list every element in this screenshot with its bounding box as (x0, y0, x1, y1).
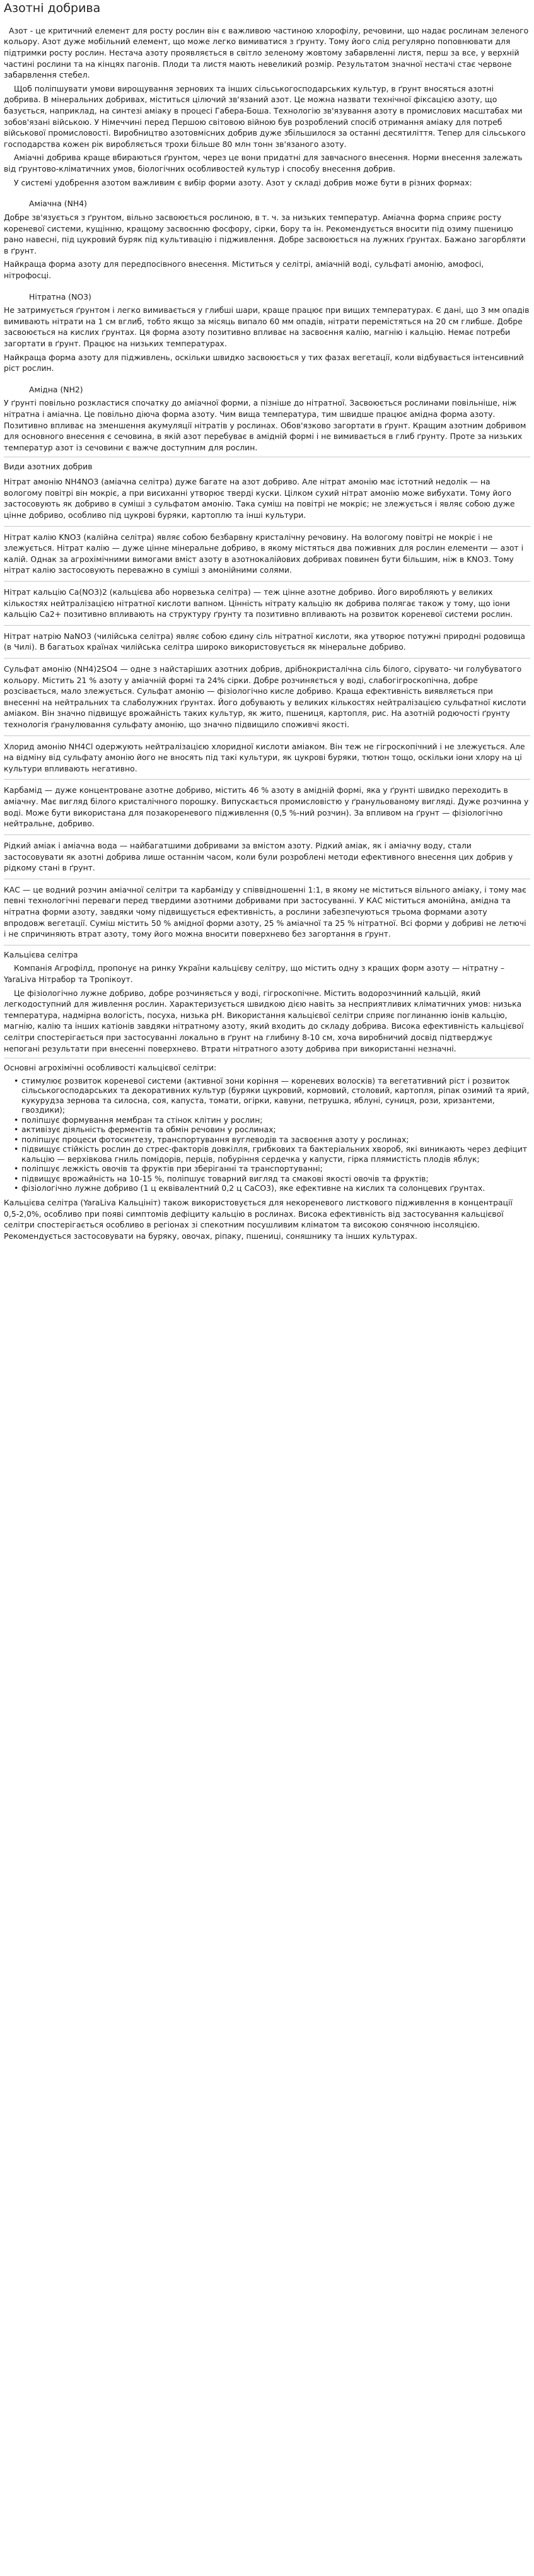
section-paragraph: Це фізіологічно лужне добриво, добре розчиняється у воді, гігроскопічне. Містить водорозчинний кальцій, який легкодоступний для живлення рослин. Характеризується швидкою дією навіть за несприятливих кліматичних умов: низька температура, надмірна вологість, посуха, низька pH. Використання кальцієвої селітри сприяє поглинанню іонів кальцію, магнію, калію та інших катіонів завдяки нітратному азоту, який входить до складу добрива. Висока ефективність кальцієвої селітри спостерігається при застосуванні локально в ґрунт на глибину 8-10 см, хоча виробничий досвід підтверджує непогані результати при внесенні поверхнево. Втрати нітратного азоту добрива при використанні незначні. (4, 988, 524, 1053)
form-paragraph: У ґрунті повільно розкластися спочатку до аміачної форми, а пізніше до нітратної. Засвоюється рослинами повільніше, ніж нітратна і аміачна. Це повільно діюча форма азоту. Чим вища температура, тим швидше працює амідна форма азоту. Позитивно впливає на зменшення акумуляції нітратів у рослинах. Обов'язково загортати в ґрунт. Кращим азотним добривом для основного внесення є сечовина, в якій азот перебуває в амідній формі і не вимивається в глиб ґрунту. Проте за низьких температур азот із сечовини є важче доступним для рослин. (4, 398, 526, 452)
list-item: • поліпшує лежкість овочів та фруктів при зберіганні та транспортуванні; (21, 1164, 530, 1174)
form-heading: Аміачна (NH4) (29, 199, 87, 209)
divider (4, 945, 530, 946)
form-paragraph: Найкраща форма азоту для підживлень, оскільки швидко засвоюється у тих фазах вегетації, коли відбувається інтенсивний ріст рослин. (4, 352, 524, 373)
intro-paragraph: Аміачні добрива краще вбираються ґрунтом, через це вони придатні для завчасного внесення. Норми внесення залежать від ґрунтово-кліматичних умов, біологічних особливостей культур і способу внесення добрив. (4, 153, 523, 174)
fertilizer-types (4, 461, 530, 940)
type-calcium-nitrate: Нітрат кальцію Ca(NO3)2 (кальцієва або норвезька селітра) — теж цінне азотне добриво. Його виробляють у великих кількостях нейтралізацією нітратної кислоти вапном. Цінність нітрату кальцію як добрива полягає також у тому, що іони кальцію Ca2+ позитивно впливають на структуру ґрунту та позитивно впливають на розвиток кореневої системи рослин. (4, 587, 513, 619)
type-ammonium-chloride: Хлорид амонію NH4Cl одержують нейтралізацією хлоридної кислоти аміаком. Він теж не гігроскопічний і не злежується. Але на відміну від сульфату амонію його не вносять під такі культури, як цукрові буряки, тютюн тощо, оскільки іони хлору на ці культури впливають негативно. (4, 741, 525, 773)
types-heading: Види азотних добрив (4, 462, 93, 472)
type-urea: Карбамід — дуже концентроване азотне добриво, містить 46 % азоту в амідній формі, яка у ґрунті швидко переходить в аміачну. Має вигляд білого кристалічного порошку. Випускається промисловістю у ґранульованому вигляді. Дуже розчинна у воді. Може бути використана для позакореневого підживлення (0,5 %-ний розчин). За впливом на ґрунт — фізіологічно нейтральне, добриво. (4, 785, 529, 829)
divider (4, 735, 530, 736)
type-uan: КАС — це водний розчин аміачної селітри та карбаміду у співвідношенні 1:1, в якому не міститься вільного аміаку, і тому має певні технологічні переваги перед твердими азотними добривами при застосуванні. У КАС міститься амонійна, амідна та нітратна форми азоту, завдяки чому підвищується ефективність, а рослини забезпечуються трьома формами азоту впродовж вегетації. Суміш містить 50 % амідної форми азоту, 25 % аміачної та 25 % нітратної. Всі форми у добриві не летючі і не спричиняють втрат азоту, тому його можна вносити поверхнево без загортання в ґрунт. (4, 884, 526, 939)
calcium-nitrate-section (4, 949, 530, 1242)
page-title: Азотні добрива (4, 1, 101, 15)
list-item: • підвищує врожайність на 10-15 %, поліпшує товарний вигляд та смакові якості овочів та фруктів; (21, 1174, 530, 1184)
form-paragraph: Добре зв'язується з ґрунтом, вільно засвоюється рослиною, в т. ч. за низьких температур. Аміачна форма сприяє росту кореневої системи, кущінню, кращому засвоєнню фосфору, сірки, бору та ін. Рекомендується вносити під озиму пшеницю рано навесні, під цукровий буряк під культивацію і підживлення. Добре засвоюється на лужних ґрунтах. Бажано загорбляти в ґрунт. (4, 212, 526, 255)
divider (4, 625, 530, 626)
type-potassium-nitrate: Нітрат калію KNO3 (калійна селітра) являє собою безбарвну кристалічну речовину. На вологому повітрі не мокріє і не злежується. Нітрат калію — дуже цінне мінеральне добриво, в якому містяться два поживних для рослин елементи — азот і калій. Однак за агрохімічними вимогами вміст азоту в азотнокалійових добривах повинен бути більшим, ніж в KNO3. Тому нітрат калію застосовують переважно в суміші з амонійними солями. (4, 532, 524, 575)
section-heading: Кальцієва селітра (4, 949, 78, 959)
type-ammonium-sulfate: Сульфат амонію (NH4)2SO4 — одне з найстаріших азотних добрив, дрібнокристалічна сіль білого, сірувато- чи голубуватого кольору. Містить 21 % азоту у аміачній формі та 24% сірки. Добре розчиняється у воді, слабогігроскопічна, добре розсівається, мало злежується. Сульфат амонію — фізіологічно кисле добриво. Краща ефективність виявляється при внесенні на нейтральних та слаболужних ґрунтах. Його добувають у великих кількостях нейтралізацією сульфатної кислоти аміаком. Він значно підвищує врожайність таких культур, як жито, пшениця, картопля, рис. На азотній родючості ґрунту технологія ґранулювання сульфату амонію, що значно підвищило споживчі якості. (4, 664, 526, 730)
type-ammonium-nitrate: Нітрат амонію NH4NO3 (аміачна селітра) дуже багате на азот добриво. Але нітрат амонію має істотний недолік — на вологому повітрі він мокріє, а при висиханні утворює тверді куски. Цілком сухий нітрат амонію може вибухати. Тому його застосовують як добриво в суміші з сульфатом амонію. Така суміш на повітрі не мокріє; не злежується і являє собою дуже цінне добриво, особливо під цукрові буряки, картоплю та інші культури. (4, 477, 515, 520)
form-paragraph: Найкраща форма азоту для передпосівного внесення. Міститься у селітрі, аміачній воді, сульфаті амонію, амофосі, нітрофосці. (4, 259, 484, 280)
form-ammonium (4, 198, 530, 281)
divider (4, 526, 530, 527)
features-list (4, 1076, 530, 1193)
closing-paragraph: Кальцієва селітра (YaraLiva Кальцініт) також використовується для некореневого листкового підживлення в концентрації 0,5-2,0%, особливо при появі симптомів дефіциту кальцію в рослинах. Висока ефективність від застосування кальцієвої селітри спостерігається особливо в регіонах зі спекотним посушливим кліматом та високою сонячною інсоляцією. Рекомендується застосовувати на буряку, овочах, ріпаку, пшениці, соняшнику та інших культурах. (4, 1197, 513, 1241)
list-item: • фізіологічно лужне добриво (1 ц еквівалентний 0,2 ц CaCO3), яке ефективне на кислих та солонцевих ґрунтах. (21, 1183, 530, 1193)
form-heading: Нітратна (NO3) (29, 291, 91, 302)
article (0, 1, 534, 1251)
form-nitrate (4, 291, 530, 374)
divider (4, 834, 530, 835)
divider (4, 581, 530, 582)
divider (4, 779, 530, 780)
form-amide (4, 384, 530, 454)
list-item: • стимулює розвиток кореневої системи (активної зони коріння — кореневих волосків) та вегетативний ріст і розвиток сільськогосподарських та декоративних культур (буряки цукровий, кормовий, столовий, картопля, ріпак озимий та ярий, кукурудза зернова та силосна, соя, капуста, томати, огірки, кавуни, петрушка, яблуні, суниця, рози, хризантеми, гвоздики); (21, 1076, 530, 1115)
type-sodium-nitrate: Нітрат натрію NaNO3 (чилійська селітра) являє собою єдину сіль нітратної кислоти, яка утворює потужні природні родовища (в Чилі). В багатьох країнах чилійська селітра широко використовується як мінеральне добриво. (4, 631, 525, 652)
list-item: • поліпшує формування мембран та стінок клітин у рослин; (21, 1115, 530, 1125)
list-item: • підвищує стійкість рослин до стрес-факторів довкілля, грибкових та бактеріальних хвороб, які виникають через дефіцит кальцію — верхівкова гниль помідорів, перців, побуріння сердечка у капусти, гірка плямистість плодів яблук; (21, 1144, 530, 1164)
form-paragraph: Не затримується ґрунтом і легко вимивається у глибші шари, краще працює при вищих температурах. Є дані, що 3 мм опадів вимивають нітрати на 1 см вглиб, тобто якщо за місяць випало 60 мм опадів, нітрати перемістяться на 20 см глибше. Добре засвоюється на кислих ґрунтах. Ця форма азоту позитивно впливає на засвоєння калію, магнію і кальцію. Немає потреби загортати в ґрунт. Працює на низьких температурах. (4, 305, 530, 348)
list-item: • поліпшує процеси фотосинтезу, транспортування вуглеводів та засвоєння азоту у рослинах; (21, 1135, 530, 1145)
type-liquid-ammonia: Рідкий аміак і аміачна вода — найбагатшими добривами за вмістом азоту. Рідкий аміак, як і аміачну воду, стали застосовувати як азотні добрива лише останнім часом, коли були розроблені методи ефективного внесення цих добрив у рідкому стані в ґрунт. (4, 840, 513, 873)
intro-paragraph: Азот - це критичний елемент для росту рослин він є важливою частиною хлорофілу, речовини, що надає рослинам зеленого кольору. Азот дуже мобільний елемент, що може легко вимиватися з ґрунту. Тому його слід регулярно поповнювати для підтримки росту рослин. Нестача азоту проявляється в світло зеленому жовтому забарвленні листя, перш за все, у верхній частині рослини та на кінцях пагонів. Плоди та листя мають невеликий розмір. Результатом значної нестачі стає червоне забарвлення стебел. (4, 25, 529, 80)
intro-paragraph: У системі удобрення азотом важливим є вибір форми азоту. Азот у складі добрив може бути в різних формах: (14, 177, 472, 187)
features-heading: Основні агрохімічні особливості кальцієвої селітри: (4, 1063, 217, 1073)
divider (4, 658, 530, 659)
list-item: • активізує діяльність ферментів та обмін речовин у рослинах; (21, 1125, 530, 1135)
intro-paragraph: Щоб поліпшувати умови вирощування зернових та інших сільськогосподарських культур, в ґрунт вносяться азотні добрива. В мінеральних добривах, міститься цілючий зв'язаний азот. Це можна назвати технічної фіксацією азоту, що базується, наприклад, на синтезі аміаку в процесі Габера-Боша. Технологію зв'язування азоту в промислових масштабах ми зобов'язані війською. У Німеччині перед Першою світовою війною був розроблений спосіб отримання аміаку для потреб військової промисловості. Виробництво азотовмісних добрив дуже збільшилося за останні десятиліття. Тепер для сільського господарства кожен рік виробляється трохи більше 80 млн тонн зв'язаного азоту. (4, 83, 526, 149)
section-paragraph: Компанія Агрофілд, пропонує на ринку України кальцієву селітру, що містить одну з кращих форм азоту — нітратну – YaraLiva Нітрабор та Тропікоут. (4, 963, 505, 985)
form-heading: Амідна (NH2) (29, 384, 83, 394)
